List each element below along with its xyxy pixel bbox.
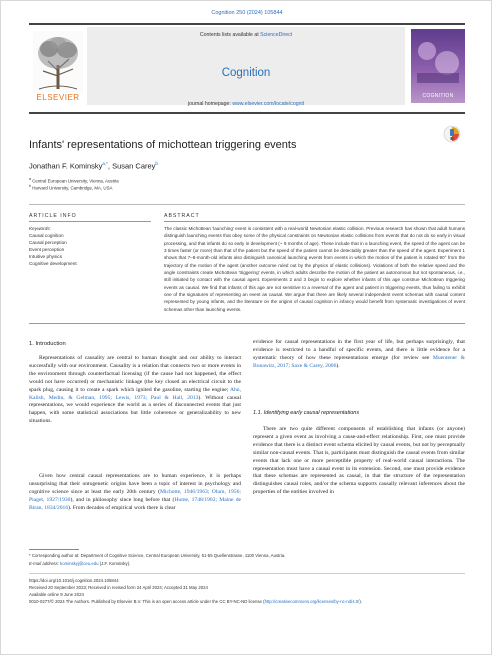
author-marks[interactable]: b <box>155 161 158 166</box>
intro-paragraph-1 <box>29 355 241 426</box>
elsevier-wordmark: ELSEVIER <box>36 93 80 102</box>
paragraph-text: ). From decades of empirical work there is clear <box>68 504 176 511</box>
abstract-rule <box>164 221 465 222</box>
abstract-text: The classic Michottean 'launching' event is consistent with a real-world Newtonian elastic collision. Previous research has shown that adult humans distinguish launching events that obey some of the physical constraints on Newtonian elastic collisions from events that do not do so early in visual processing, and that infants do so early in development (~ 9 months of age). These include that in a launching event, the speed of the agent can be 3 times faster (or more) than that of the patient but the speed of the patient cannot be detectably greater than the speed of the agent. Experiment 1 shows that 7–8-month-old infants also distinguish canonical launching events from events in which the motion of the patient is rotated 90° from the trajectory of the motion of the agent (another outcome ruled out by the physics of elastic collisions). Violations of both the relative speed and the angle constraints create Michottean 'triggering' events, in which adults describe the motion of the patient as autonomous but not spontaneous, i.e., still initiated by contact with the causal agent. Experiments 2 and 3 begin to explore whether infants of this age construe Michottean triggering events as causal. We find that infants of this age are not sensitive to a reversal of the agent and patient in triggering events, thus failing to exhibit one of the signatures of representing an event as causal. We argue that there are likely several independent event schemas with causal content represented by young infants, and the literature on the origins of causal cognition in infancy would benefit from systematic investigations of event schemas other than launching events. <box>164 226 465 312</box>
author-name[interactable]: Jonathan F. Kominsky <box>29 161 103 171</box>
license-text: ). <box>359 599 363 604</box>
keyword-item: Causal perception <box>29 240 67 245</box>
affiliation-text: Central European University, Vienna, Austria <box>32 178 119 184</box>
availability-prefix: Contents lists available at <box>199 32 261 38</box>
journal-header <box>29 23 465 107</box>
right-paragraph-2: There are two quite different components of establishing that infants (or anyone) represent a given event as involving a cause-and-effect relationship. First, one must provide evidence that there is a distinct event schema elicited by causal events, but not by perceptually similar non-causal events. That is, participants must distinguish the causal events from similar events that lack one or more perceptible property of real-world causal interactions. The representation must have a causal event in its extension. Second, one must provide evidence that these schemas are represented as causal, in that the structure of the representation distinguishes causal roles, and/or the schema supports causally relevant inferences about the properties of the entities involved in <box>253 426 465 496</box>
journal-cover-image <box>411 29 465 103</box>
header-journal-panel <box>87 27 405 105</box>
author-separator: , <box>107 161 113 171</box>
license-text: 0010-0277/© 2024 The Authors. Published by Elsevier B.V. This is an open access article under the CC BY-NC-ND license ( <box>29 599 265 604</box>
keyword-item: Causal cognition <box>29 233 64 238</box>
article-title: Infants' representations of michottean triggering events <box>29 139 297 151</box>
corresponding-author-note: * Corresponding author at: Department of Cognitive Science, Central European University, 51-55 Quellenstrasse, 1100 Vienna, Austria. <box>29 553 286 558</box>
abstract-bottom-rule <box>29 323 465 324</box>
article-info-rule <box>29 221 151 222</box>
keywords-label: Keywords: <box>29 226 51 231</box>
header-bottom-rule <box>29 112 465 114</box>
affiliation-mark: b <box>29 184 31 188</box>
subsection-heading: 1.1. Identifying early causal representations <box>253 410 360 416</box>
affiliation-a <box>29 177 119 183</box>
author-name[interactable]: Susan Carey <box>112 161 156 171</box>
email-link[interactable]: kominskyj@ceu.edu <box>60 561 99 566</box>
journal-reference-link[interactable]: Cognition 250 (2024) 105844 <box>211 10 283 16</box>
citation-link[interactable]: Muentener & Bonawitz, 2017; Saxe & Carey, 2006 <box>253 354 465 369</box>
journal-homepage-line <box>87 101 405 107</box>
section-heading-introduction: 1. Introduction <box>29 341 66 347</box>
affiliation-text: Harvard University, Cambridge, MA, USA <box>32 185 113 191</box>
email-label: E-mail address: <box>29 561 61 566</box>
paragraph-text: evidence for causal representations in the first year of life, but perhaps surprisingly, that evidence is restricted to a handful of specific events, and there is little evidence for a systematic theory of how these representations emerge (for review see <box>253 339 465 361</box>
author-list <box>29 161 158 171</box>
check-for-updates-icon[interactable] <box>442 124 462 144</box>
right-paragraph-1 <box>253 339 465 371</box>
keyword-item: Intuitive physics <box>29 254 63 259</box>
abstract-heading: ABSTRACT <box>164 213 200 219</box>
header-top-rule <box>29 23 465 25</box>
homepage-prefix: journal homepage: <box>187 101 233 107</box>
email-suffix: (J.F. Kominsky). <box>98 561 131 566</box>
elsevier-tree-logo <box>33 31 83 93</box>
received-dates: Received 20 September 2023; Received in revised form 24 April 2024; Accepted 31 May 2024 <box>29 585 208 590</box>
author-marks[interactable]: a,* <box>102 161 108 166</box>
email-line <box>29 561 130 566</box>
article-info-heading: ARTICLE INFO <box>29 213 77 219</box>
paragraph-text: ). <box>336 362 340 369</box>
cover-title: COGNITION <box>422 93 454 99</box>
keyword-item: Event perception <box>29 247 65 252</box>
availability-line <box>87 32 405 38</box>
intro-paragraph-2 <box>29 473 241 513</box>
license-note <box>29 599 465 606</box>
paragraph-text: Given how central causal representations are to human experience, it is perhaps unsurprising that their ontogenetic origins have been a topic of interest in psychology and cognitive science since at least the early 20th century ( <box>29 473 241 495</box>
sciencedirect-link[interactable]: ScienceDirect <box>260 32 293 38</box>
paragraph-text: Representations of causality are central to human thought and our ability to interact successfully with our environment. Causality is a relation that connects two or more events in the environment through counterfactual licensing (if the cause had not happened, the effect would not have occurred) or mechanistic linkage (the key closed an electrical circuit to the spark plug, causing it to create a spark which ignited the gasoline, starting the engine; <box>29 355 241 393</box>
citation-link[interactable]: Ahn, Kalish, Medin, & Gelman, 1995; Lewis, 1973; Paul & Hall, 2013 <box>29 386 241 401</box>
footnote-rule <box>29 549 79 550</box>
journal-title[interactable]: Cognition <box>221 67 271 79</box>
affiliation-b <box>29 184 112 190</box>
affiliation-mark: a <box>29 177 31 181</box>
available-online: Available online 9 June 2024 <box>29 592 84 597</box>
paragraph-text: ). Without causal representations, we would experience the world as a series of disconnected events that just happen, with some statistical associations but little coherence or generalizability to new situations. <box>29 394 242 425</box>
license-link[interactable]: http://creativecommons.org/licenses/by-nc-nd/4.0/ <box>264 599 360 604</box>
keyword-item: Cognitive development <box>29 261 77 266</box>
doi-link[interactable]: https://doi.org/10.1016/j.cognition.2024.105844 <box>29 578 119 583</box>
citation-link[interactable]: Hume, 1748/1902; Maine de Biran, 1834/2016 <box>29 496 241 511</box>
affiliation-divider <box>29 204 465 205</box>
homepage-link[interactable]: www.elsevier.com/locate/cognit <box>232 101 305 107</box>
doi-divider <box>29 573 465 574</box>
paragraph-text: ), and in philosophy since long before that ( <box>70 496 175 503</box>
citation-link[interactable]: Michotte, 1946/1963; Olum, 1956; Piaget, 1927/1930 <box>29 488 241 503</box>
